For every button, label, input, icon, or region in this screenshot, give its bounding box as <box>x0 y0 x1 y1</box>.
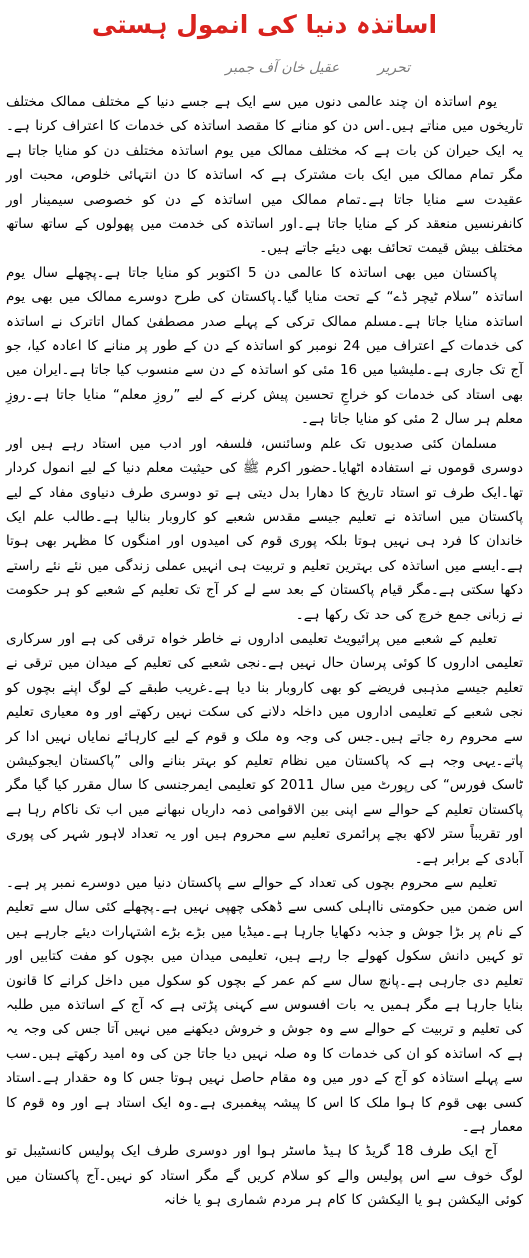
byline-label: تحریر <box>377 60 410 76</box>
paragraph: مسلمان کئی صدیوں تک علم وسائنس، فلسفہ اور ادب میں استاد رہے ہیں اور دوسری قوموں نے استفادہ اٹھایا۔حضور اکرم ﷺ کی حیثیت معلم دنیا کے لیے انمول کردار تھا۔ایک طرف تو استاد تاریخ کا دھارا بدل دیتی ہے تو دوسری طرف دنیاوی مفاد کے لیے پاکستان میں اساتذہ نے تعلیم جیسے مقدس شعبے کو کاروبار بنالیا ہے۔طالب علم ایک خاندان کا فرد ہی نہیں ہوتا بلکہ پوری قوم کی امیدوں اور امنگوں کا مظہر بھی ہوتا ہے۔ایسے میں اساتذہ کی بہترین تعلیم و تربیت ہی انہیں عملی زندگی میں نئے نئے راستے دکھا سکتی ہے۔مگر قیام پاکستان کے بعد سے لے کر آج تک تعلیم کے شعبے کو ہر حکومت نے زبانی جمع خرچ کی حد تک رکھا ہے۔ <box>6 435 523 623</box>
author-name: عقیل خان آف جمبر <box>225 60 340 76</box>
paragraph: تعلیم سے محروم بچوں کی تعداد کے حوالے سے پاکستان دنیا میں دوسرے نمبر پر ہے۔اس ضمن میں حکومتی نااہلی کسی سے ڈھکی چھپی نہیں ہے۔پچھلے کئی سال سے تعلیم کے نام پر بڑا جوش و جذبہ دکھایا جارہا ہے۔میڈیا میں بڑے بڑے اشتہارات دیئے جارہے ہیں تو کہیں دانش سکول کھولے جا رہے ہیں، تعلیمی میدان میں بچوں کو مفت کتابیں اور تعلیم دی جارہی ہے۔پانچ سال سے کم عمر کے بچوں کو سکول میں داخل کرانے کا قانون بنایا جارہا ہے مگر ہمیں یہ بات افسوس سے کہنی پڑتی ہے کہ آج کے اساتذہ میں طلبہ کی تعلیم و تربیت کے حوالے سے وہ جوش و خروش دیکھنے میں نہیں آتا جس کی وجہ یہ ہے کہ اساتذہ کو ان کی خدمات کا وہ صلہ نہیں دیا جاتا جن کی وہ امید رکھتے ہیں۔سب سے پہلے استاذہ کو آج کے دور میں وہ مقام حاصل نہیں ہوتا جس کا وہ حقدار ہے۔استاد کسی بھی قوم کا ہوا ملک کا اس کا پیشہ پیغمبری ہے۔وہ ایک استاد ہے اور وہ قوم کا معمار ہے۔ <box>6 875 523 1136</box>
paragraph: آج ایک طرف 18 گریڈ کا ہیڈ ماسٹر ہوا اور دوسری طرف ایک پولیس کانسٹیبل تو لوگ خوف سے اس پولیس والے کو سلام کریں گے مگر استاد کو نہیں۔آج پاکستان میں کوئی الیکشن ہو یا الیکشن کا کام ہر مردم شماری ہو یا خانہ <box>6 1143 523 1209</box>
paragraph: پاکستان میں بھی اساتذہ کا عالمی دن 5 اکتوبر کو منایا جاتا ہے۔پچھلے سال یوم اساتذہ ”سلام ٹیچر ڈے“ کے تحت منایا گیا۔پاکستان کی طرح دوسرے ممالک میں بھی یوم اساتذہ منایا جاتا ہے۔مسلم ممالک ترکی کے پہلے صدر مصطفیٰ کمال اتاترک نے اساتذہ کی خدمات کے اعتراف میں 24 نومبر کو اساتذہ کے دن کے طور پر منانے کا اعادہ کیا، جو آج تک جاری ہے۔ملیشیا میں 16 مئی کو اساتذہ کے دن سے منسوب کیا جاتا ہے۔ایران میں بھی استاد کی خدمات کو خراجِ تحسین پیش کرنے کے لیے ”روزِ معلم“ منایا جاتا ہے۔روزِ معلم ہر سال 2 مئی کو منایا جاتا ہے۔ <box>6 264 523 428</box>
paragraph: یوم اساتذہ ان چند عالمی دنوں میں سے ایک ہے جسے دنیا کے مختلف ممالک مختلف تاریخوں میں مناتے ہیں۔اس دن کو منانے کا مقصد اساتذہ کی خدمات کا اعتراف کرنا ہے۔یہ ایک حیران کن بات ہے کہ مختلف ممالک میں یوم اساتذہ مختلف دن کو منایا جاتا ہے مگر تمام ممالک میں ایک بات مشترک ہے کہ اساتذہ کا دن انتہائی خلوص، محبت اور عقیدت سے منایا جاتا ہے۔تمام ممالک میں اساتذہ کے دن کو خصوصی سیمینار اور کانفرنسیں منعقد کر کے منایا جاتا ہے۔اور اساتذہ کی خدمت میں پھولوں کے ساتھ ساتھ مختلف بیش قیمت تحائف بھی دیئے جاتے ہیں۔ <box>6 94 523 257</box>
article-body <box>6 90 523 1213</box>
byline <box>120 56 410 80</box>
paragraph: تعلیم کے شعبے میں پرائیویٹ تعلیمی اداروں نے خاطر خواہ ترقی کی ہے اور سرکاری تعلیمی اداروں کا کوئی پرسان حال نہیں ہے۔نجی شعبے کی تعلیم کے میدان میں ترقی نے تعلیم جیسے مذہبی فریضے کو بھی کاروبار بنا دیا ہے۔غریب طبقے کے لوگ اپنے بچوں کو نجی شعبے کے تعلیمی اداروں میں داخلہ دلانے کی سکت نہیں رکھتے اور وہ معیاری تعلیم سے محروم رہ جاتے ہیں۔جس کی وجہ وہ ملک و قوم کے لیے کارہائے نمایاں نہیں ادا کر پاتے۔یہی وجہ ہے کہ پاکستان میں نظام تعلیم کو بہتر بنانے والی ”پاکستان ایجوکیشن ٹاسک فورس“ کی رپورٹ میں سال 2011 کو تعلیمی ایمرجنسی کا سال مقرر کیا گیا مگر پاکستان تعلیم کے حوالے سے اپنی بین الاقوامی ذمہ داریاں نبھانے میں اب تک ناکام رہا ہے اور تقریباً ستر لاکھ بچے پرائمری تعلیم سے محروم ہیں اور یہ تعداد لاہور شہر کی پوری آبادی کے برابر ہے۔ <box>6 630 523 867</box>
article-title: اساتذہ دنیا کی انمول ہستی <box>91 10 438 39</box>
